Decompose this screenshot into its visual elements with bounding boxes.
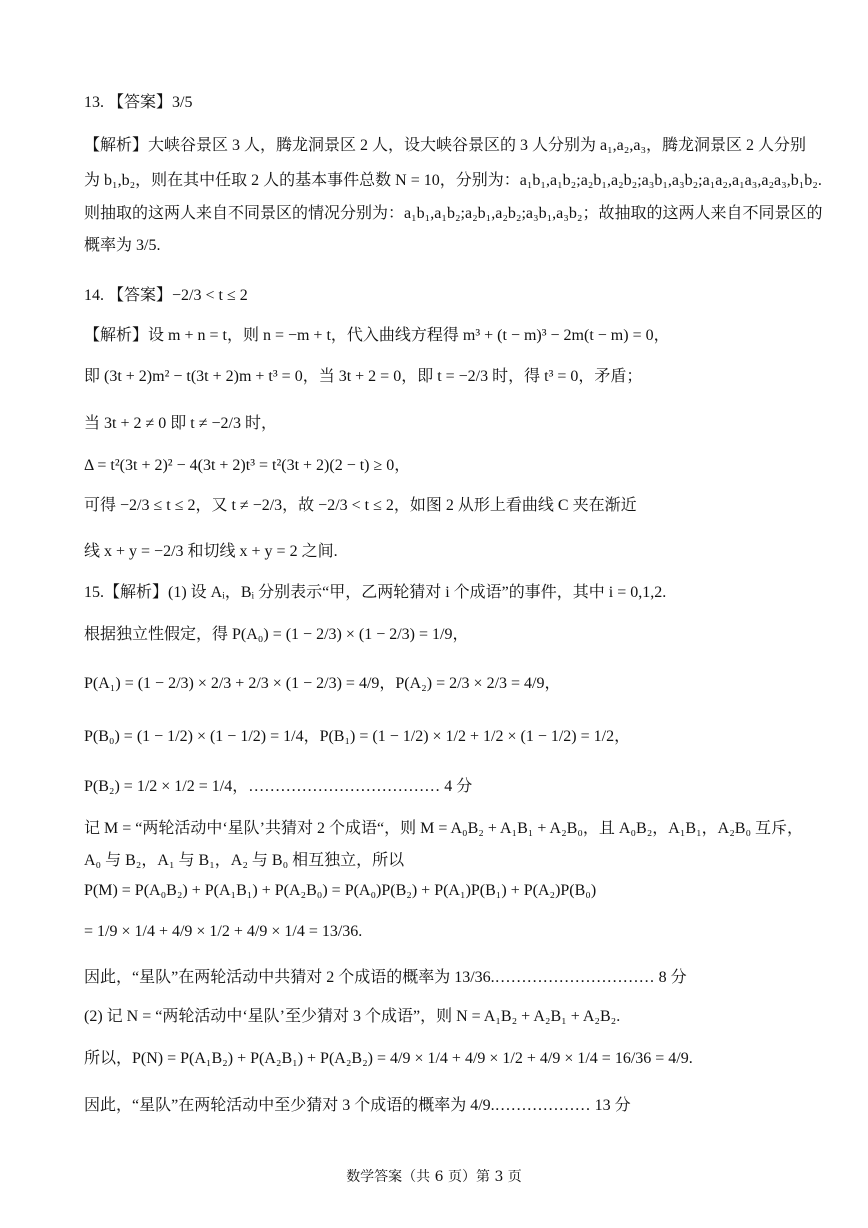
q14-analysis-line-1: 【解析】设 m + n = t，则 n = −m + t，代入曲线方程得 m³ + (t − m)³ − 2m(t − m) = 0， bbox=[84, 327, 670, 344]
q15-analysis-line-6: 记 M = “两轮活动中‘星队’共猜对 2 个成语“，则 M = A₀B₂ + A₁B₁ + A₂B₀，且 A₀B₂，A₁B₁，A₂B₀ 互斥， bbox=[84, 820, 804, 837]
q13-answer: 13. 【答案】3/5 bbox=[84, 94, 193, 111]
q14-analysis-line-3: 当 3t + 2 ≠ 0 即 t ≠ −2/3 时， bbox=[84, 415, 277, 432]
q14-answer: 14. 【答案】−2/3 < t ≤ 2 bbox=[84, 287, 248, 304]
page-footer: 数学答案（共 6 页）第 3 页 bbox=[346, 1169, 522, 1185]
q13-analysis-line-4: 概率为 3/5. bbox=[84, 237, 161, 254]
q15-analysis-line-11: (2) 记 N = “两轮活动中‘星队’至少猜对 3 个成语”，则 N = A₁B₂ + A₂B₁ + A₂B₂. bbox=[84, 1008, 621, 1025]
q14-analysis-line-6: 线 x + y = −2/3 和切线 x + y = 2 之间. bbox=[84, 543, 338, 560]
q14-analysis-line-4: Δ = t²(3t + 2)² − 4(3t + 2)t³ = t²(3t + 2)(2 − t) ≥ 0， bbox=[84, 457, 411, 474]
q13-analysis-line-2: 为 b₁,b₂，则在其中任取 2 人的基本事件总数 N = 10，分别为：a₁b₁,a₁b₂;a₂b₁,a₂b₂;a₃b₁,a₃b₂;a₁a₂,a₁a₃,a₂a₃,b₁b₂. bbox=[84, 172, 822, 189]
q15-analysis-line-5: P(B₂) = 1/2 × 1/2 = 1/4，……………………………… 4 分 bbox=[84, 778, 473, 795]
q15-analysis-line-10: 因此，“星队”在两轮活动中共猜对 2 个成语的概率为 13/36.………………………… 8 分 bbox=[84, 969, 687, 986]
q15-analysis-line-7: A₀ 与 B₂，A₁ 与 B₁，A₂ 与 B₀ 相互独立，所以 bbox=[84, 852, 405, 869]
q15-analysis-line-4: P(B₀) = (1 − 1/2) × (1 − 1/2) = 1/4，P(B₁) = (1 − 1/2) × 1/2 + 1/2 × (1 − 1/2) = 1/2， bbox=[84, 728, 631, 745]
q14-analysis-line-5: 可得 −2/3 ≤ t ≤ 2，又 t ≠ −2/3，故 −2/3 < t ≤ 2，如图 2 从形上看曲线 C 夹在渐近 bbox=[84, 497, 637, 514]
q15-analysis-line-13: 因此，“星队”在两轮活动中至少猜对 3 个成语的概率为 4/9.……………… 13 分 bbox=[84, 1097, 631, 1114]
q15-analysis-line-3: P(A₁) = (1 − 2/3) × 2/3 + 2/3 × (1 − 2/3) = 4/9，P(A₂) = 2/3 × 2/3 = 4/9， bbox=[84, 675, 561, 692]
q13-analysis-line-1: 【解析】大峡谷景区 3 人，腾龙洞景区 2 人，设大峡谷景区的 3 人分别为 a₁,a₂,a₃，腾龙洞景区 2 人分别 bbox=[84, 137, 807, 154]
q15-analysis-line-8: P(M) = P(A₀B₂) + P(A₁B₁) + P(A₂B₀) = P(A₀)P(B₂) + P(A₁)P(B₁) + P(A₂)P(B₀) bbox=[84, 882, 597, 899]
q15-analysis-line-2: 根据独立性假定，得 P(A₀) = (1 − 2/3) × (1 − 2/3) = 1/9， bbox=[84, 626, 469, 643]
q15-analysis-line-1: 15.【解析】(1) 设 Aᵢ，Bᵢ 分别表示“甲，乙两轮猜对 i 个成语”的事件，其中 i = 0,1,2. bbox=[84, 584, 667, 601]
q15-analysis-line-9: = 1/9 × 1/4 + 4/9 × 1/2 + 4/9 × 1/4 = 13/36. bbox=[84, 923, 363, 940]
q15-analysis-line-12: 所以，P(N) = P(A₁B₂) + P(A₂B₁) + P(A₂B₂) = 4/9 × 1/4 + 4/9 × 1/2 + 4/9 × 1/4 = 16/36 = 4/9. bbox=[84, 1050, 693, 1067]
q14-analysis-line-2: 即 (3t + 2)m² − t(3t + 2)m + t³ = 0，当 3t + 2 = 0，即 t = −2/3 时，得 t³ = 0，矛盾； bbox=[84, 368, 643, 385]
q13-analysis-line-3: 则抽取的这两人来自不同景区的情况分别为：a₁b₁,a₁b₂;a₂b₁,a₂b₂;a₃b₁,a₃b₂；故抽取的这两人来自不同景区的 bbox=[84, 205, 823, 222]
